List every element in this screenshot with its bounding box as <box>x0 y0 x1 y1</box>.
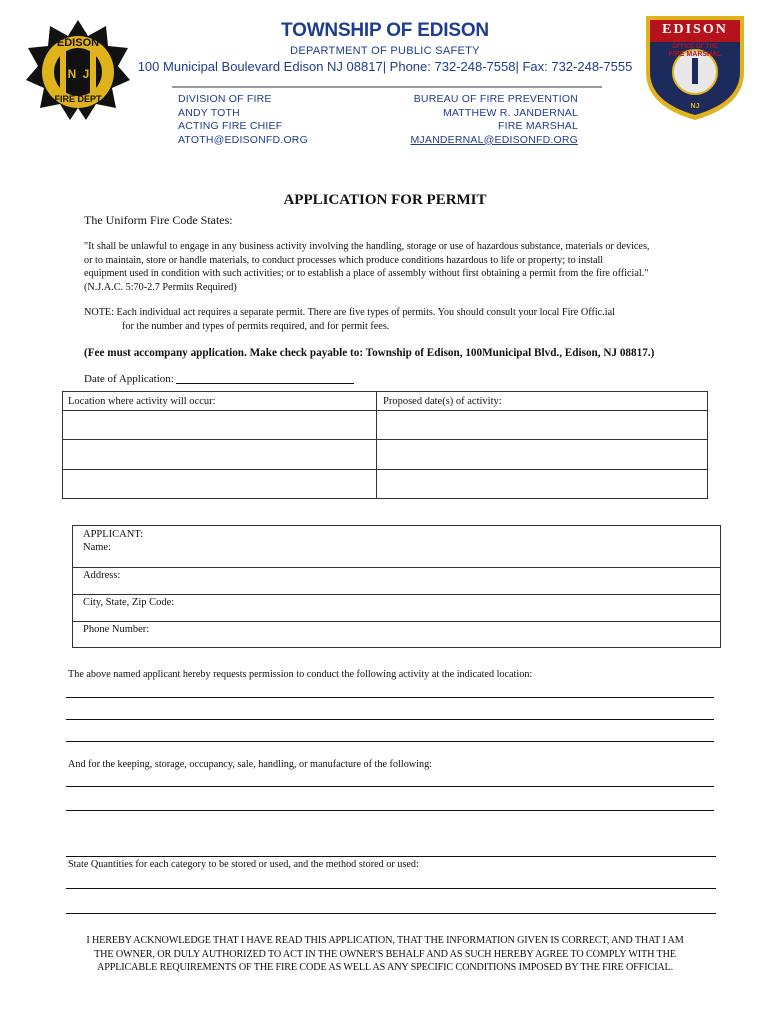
permit-note <box>84 306 694 333</box>
applicant-address-row[interactable] <box>73 567 720 595</box>
svg-text:J: J <box>82 67 90 81</box>
table-header-row <box>63 392 707 411</box>
svg-text:FIRE DEPT: FIRE DEPT <box>54 94 102 104</box>
township-title: TOWNSHIP OF EDISON <box>281 20 489 41</box>
activity-line[interactable] <box>66 697 714 698</box>
contact-email[interactable]: ATOTH@EDISONFD.ORG <box>178 133 308 146</box>
activity-line[interactable] <box>66 719 714 720</box>
svg-text:NJ: NJ <box>690 103 700 110</box>
quantities-line[interactable] <box>66 913 716 914</box>
ufc-intro: The Uniform Fire Code States: <box>84 213 233 227</box>
contact-line: ACTING FIRE CHIEF <box>178 120 283 132</box>
applicant-city-row[interactable] <box>73 594 720 622</box>
svg-text:EDISON: EDISON <box>662 22 728 37</box>
svg-text:N: N <box>67 67 77 81</box>
state-quantities-text: State Quantities for each category to be stored or used, and the method stored or used: <box>68 859 419 870</box>
applicant-box <box>72 525 721 648</box>
svg-text:EDISON: EDISON <box>56 37 100 49</box>
quantities-line[interactable] <box>66 888 716 889</box>
quote-citation: (N.J.A.C. 5:70-2.7 Permits Required) <box>84 281 237 293</box>
phone-number-label: Phone Number: <box>83 624 150 635</box>
svg-text:OFFICE OF THE: OFFICE OF THE <box>672 44 718 50</box>
form-title: APPLICATION FOR PERMIT <box>283 192 487 208</box>
contact-line: MATTHEW R. JANDERNAL <box>442 106 578 119</box>
fee-notice: (Fee must accompany application. Make check payable to: Township of Edison, 100Municipal Blvd., Edison, NJ 08817.) <box>84 347 655 359</box>
ack-line: I HEREBY ACKNOWLEDGE THAT I HAVE READ THIS APPLICATION, THAT THE INFORMATION GIVEN IS CORRECT, AND THAT I AM <box>86 935 684 946</box>
ack-line: APPLICABLE REQUIREMENTS OF THE FIRE CODE AS WELL AS ANY SPECIFIC CONDITIONS IMPOSED BY THE FIRE OFFICIAL. <box>96 962 674 974</box>
keeping-storage-text: And for the keeping, storage, occupancy, sale, handling, or manufacture of the following: <box>68 759 432 770</box>
applicant-heading: APPLICANT: <box>83 529 144 540</box>
date-of-application-field[interactable] <box>176 383 354 384</box>
quantities-top-rule <box>66 856 716 857</box>
location-dates-table <box>62 391 708 499</box>
quote-line: or to maintain, store or handle materials, to conduct processes which produce conditions hazardous to life or property; to install <box>84 254 604 266</box>
activity-request-text: The above named applicant hereby requests permission to conduct the following activity at the indicated location: <box>68 669 533 680</box>
svg-text:FIRE MARSHAL: FIRE MARSHAL <box>668 51 722 58</box>
table-row[interactable] <box>63 439 707 470</box>
contact-address-line: 100 Municipal Boulevard Edison NJ 08817| Phone: 732-248-7558| Fax: 732-248-7555 <box>137 59 633 74</box>
contact-line: FIRE MARSHAL <box>498 120 578 132</box>
quote-line: equipment used in condition with such activities; or to establish a place of assembly without first obtaining a permit from the fire official." <box>84 268 649 280</box>
ufc-quote <box>84 240 704 294</box>
table-row[interactable] <box>63 410 707 440</box>
note-line: NOTE: Each individual act requires a separate permit. There are five types of permits. You should consult your local Fire Offic.ial <box>84 307 615 318</box>
contact-line: BUREAU OF FIRE PREVENTION <box>413 93 578 105</box>
activity-line[interactable] <box>66 741 714 742</box>
city-state-zip-label: City, State, Zip Code: <box>83 597 175 608</box>
ack-line: THE OWNER, OR DULY AUTHORIZED TO ACT IN THE OWNER'S BEHALF AND AS SUCH HEREBY AGREE TO COMPLY WITH THE <box>94 948 676 960</box>
department-name: DEPARTMENT OF PUBLIC SAFETY <box>290 45 480 57</box>
dates-column-header: Proposed date(s) of activity: <box>383 396 502 407</box>
contact-line: ANDY TOTH <box>178 106 240 119</box>
applicant-phone-row[interactable] <box>73 621 720 647</box>
contact-email-link[interactable]: MJANDERNAL@EDISONFD.ORG <box>410 133 578 146</box>
quote-line: "It shall be unlawful to engage in any business activity involving the handling, storage or use of hazardous substance, materials or devices, <box>84 241 650 252</box>
division-of-fire-contact <box>178 93 308 147</box>
location-column-header: Location where activity will occur: <box>68 396 216 407</box>
materials-line[interactable] <box>66 810 714 811</box>
date-of-application-label: Date of Application: <box>84 373 174 385</box>
table-column-divider <box>376 392 377 498</box>
address-label: Address: <box>83 570 121 581</box>
acknowledgement-statement <box>40 934 730 975</box>
contact-line: DIVISION OF FIRE <box>178 93 272 105</box>
fire-prevention-contact <box>410 93 578 147</box>
applicant-name-row[interactable] <box>73 526 720 568</box>
header-divider <box>172 86 602 88</box>
name-label: Name: <box>83 542 111 553</box>
materials-line[interactable] <box>66 786 714 787</box>
note-line: for the number and types of permits required, and for permit fees. <box>122 320 390 332</box>
